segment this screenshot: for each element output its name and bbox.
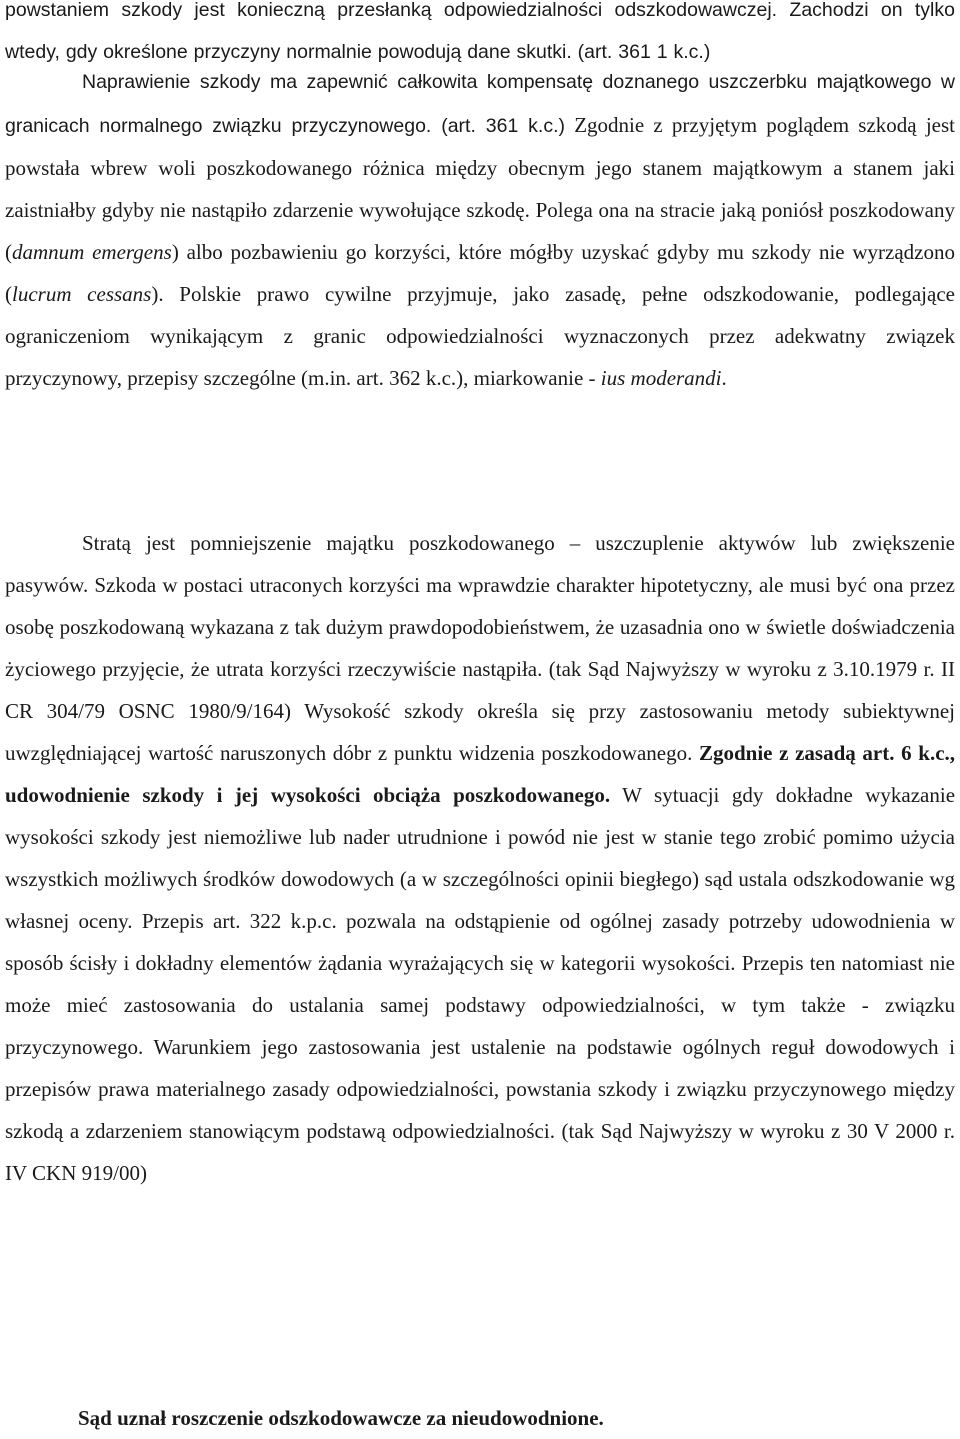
paragraph-text: Zgodnie z przyjętym poglądem szkodą jest powstała wbrew woli poszkodowanego różnica między obecnym jego stanem majątkowym a stanem jaki zaistniałby gdyby nie nastąpiło zdarzenie wywołujące szkodę. Polega ona na stracie jaką poniósł poszkodowany ( xyxy=(5,112,955,264)
paragraph-text: Stratą jest pomniejszenie majątku poszkodowanego – uszczuplenie aktywów lub zwiększenie pasywów. Szkoda w postaci utraconych korzyści ma wprawdzie charakter hipotetyczny, ale musi być ona przez osobę poszkodowaną wykazana z tak dużym prawdopodobieństwem, że uzasadnia ono w świetle doświadczenia życiowego przyjęcie, że utrata korzyści rzeczywiście nastąpiła. (tak Sąd Najwyższy w wyroku z 3.10.1979 r. II CR 304/79 OSNC 1980/9/164) Wysokość szkody określa się przy zastosowaniu metody subiektywnej uwzględniającej wartość naruszonych dóbr z punktu widzenia poszkodowanego. xyxy=(5,531,955,765)
bold-burden-of-proof: Zgodnie z zasadą art. 6 k.c., udowodnienie szkody i jej wysokości obciąża poszkodowanego. xyxy=(5,741,956,807)
latin-term-damnum-emergens: damnum emergens xyxy=(12,240,172,264)
court-conclusion xyxy=(78,1397,948,1439)
paragraph-text: Naprawienie szkody ma zapewnić całkowita kompensatę doznanego uszczerbku majątkowego w granicach normalnego związku przyczynowego. (art. 361 k.c.) xyxy=(5,71,955,137)
paragraph-text: ) albo pozbawieniu go korzyści, które mógłby uzyskać gdyby mu szkody nie wyrządzono ( xyxy=(5,240,955,306)
paragraph-text: powstaniem szkody jest konieczną przesłanką odpowiedzialności odszkodowawczej. Zachodzi on tylko wtedy, gdy określone przyczyny normalnie powodują dane skutki. (art. 361 1 k.c.) xyxy=(5,0,955,63)
paragraph-text: . xyxy=(721,366,727,390)
paragraph-text: W sytuacji gdy dokładne wykazanie wysokości szkody jest niemożliwe lub nader utrudnione i powód nie jest w stanie tego zrobić pomimo użycia wszystkich możliwych środków dowodowych (a w szczególności opinii biegłego) sąd ustala odszkodowanie wg własnej oceny. Przepis art. 322 k.p.c. pozwala na odstąpienie od ogólnej zasady potrzeby udowodnienia w sposób ścisły i dokładny elementów żądania wyrażających się w kategorii wysokości. Przepis ten natomiast nie może mieć zastosowania do ustalania samej podstawy odpowiedzialności, w tym także - związku przyczynowego. Warunkiem jego zastosowania jest ustalenie na podstawie ogólnych reguł dowodowych i przepisów prawa materialnego zasady odpowiedzialności, powstania szkody i związku przyczynowego między szkodą a zdarzeniem stanowiącym podstawą odpowiedzialności. (tak Sąd Najwyższy w wyroku z 30 V 2000 r. IV CKN 919/00) xyxy=(5,783,956,1185)
paragraph-text: Sąd uznał roszczenie odszkodowawcze za nieudowodnione. xyxy=(78,1406,604,1430)
latin-term-lucrum-cessans: lucrum cessans xyxy=(12,282,152,306)
latin-term-ius-moderandi: ius moderandi xyxy=(600,366,722,390)
paragraph-damage-definition xyxy=(5,62,955,399)
paragraph-text: ). Polskie prawo cywilne przyjmuje, jako zasadę, pełne odszkodowanie, podlegające ograniczeniom wynikającym z granic odpowiedzialności wyznaczonych przez adekwatny związek przyczynowy, przepisy szczególne (m.in. art. 362 k.c.), miarkowanie - xyxy=(5,282,955,390)
paragraph-loss-and-proof xyxy=(5,522,955,1194)
